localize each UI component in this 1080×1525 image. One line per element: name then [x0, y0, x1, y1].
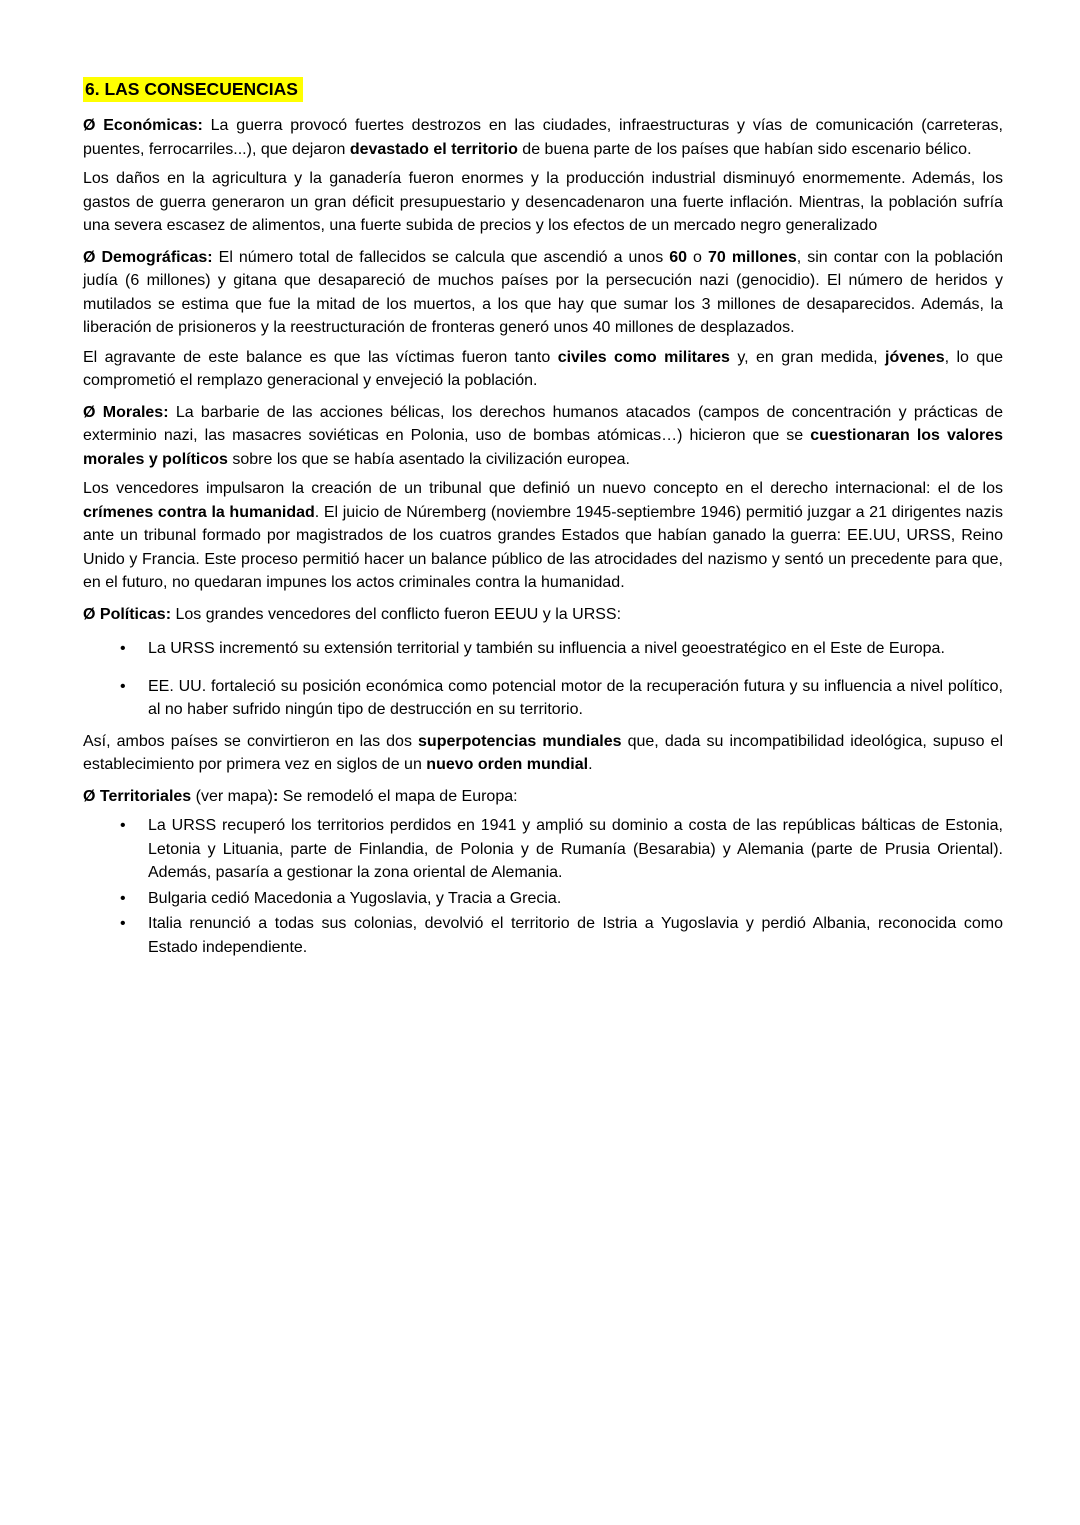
text-run-bold: superpotencias mundiales [418, 732, 622, 750]
text-run-bold: crímenes contra la humanidad [83, 503, 315, 521]
text-run-bold: cuestionaran los valores morales y políticos [83, 427, 1004, 468]
text-run-bold: civiles como militares [557, 348, 730, 366]
list-territoriales [83, 814, 1003, 959]
text-run: La URSS recuperó los territorios perdidos en 1941 y amplió su dominio a costa de las repúblicas bálticas de Estonia, Letonia y Lituania, parte de Finlandia, de Polonia y de Rumanía (Besarabia) y Alemania (parte de Prusia Oriental). Además, pasaría a gestionar la zona oriental de Alemania. [148, 817, 1003, 881]
section-heading [83, 77, 1003, 101]
bullet-italia [120, 912, 1003, 959]
text-run-bold: Ø Económicas: [83, 117, 203, 134]
text-run-bold: Ø Políticas: [83, 605, 172, 623]
bullet-icon: • [120, 677, 126, 695]
text-run-bold: Ø Morales: [83, 403, 169, 421]
text-run-bold: : [272, 787, 279, 805]
text-run-bold: 60 [669, 248, 688, 266]
text-run: sobre los que se había asentado la civilización europea. [227, 450, 630, 468]
text-run: El agravante de este balance es que las víctimas fueron tanto [83, 348, 558, 366]
section-heading-highlight: 6. LAS CONSECUENCIAS [83, 77, 303, 102]
text-run: EE. UU. fortaleció su posición económica como potencial motor de la recuperación futura y su influencia a nivel político, al no haber sufrido ningún tipo de destrucción en su territorio. [148, 677, 1003, 718]
text-run: y, en gran medida, [729, 348, 885, 366]
bullet-icon: • [120, 817, 126, 834]
text-run: Bulgaria cedió Macedonia a Yugoslavia, y Tracia a Grecia. [148, 889, 562, 907]
text-run-bold: jóvenes [885, 348, 945, 366]
para-politicas [83, 603, 1003, 627]
text-run: Los daños en la agricultura y la ganadería fueron enormes y la producción industrial disminuyó enormemente. Además, los gastos de guerra generaron un gran déficit presupuestario y desencadenaron una fuerte inflación. Mientras, la población sufría una severa escasez de alimentos, una fuerte subida de precios y los efectos de un mercado negro generalizado [83, 170, 1003, 234]
text-run: La barbarie de las acciones bélicas, los derechos humanos atacados (campos de concentración y prácticas de exterminio nazi, las masacres soviéticas en Polonia, uso de bombas atómicas…) hicieron que se [83, 403, 1004, 444]
text-run: Italia renunció a todas sus colonias, devolvió el territorio de Istria a Yugoslavia y perdió Albania, reconocida como Estado independiente. [148, 915, 1003, 956]
document-body [83, 114, 1003, 959]
text-run: Los grandes vencedores del conflicto fueron EEUU y la URSS: [171, 605, 622, 623]
para-demograficas [83, 246, 1003, 340]
text-run: La guerra provocó fuertes destrozos en las ciudades, infraestructuras y vías de comunicación (carreteras, puentes, ferrocarriles...), que dejaron [83, 117, 1003, 158]
para-danos [83, 167, 1003, 238]
text-run: Así, ambos países se convirtieron en las dos [83, 732, 419, 750]
text-run: Los vencedores impulsaron la creación de un tribunal que definió un nuevo concepto en el derecho internacional: el de los [83, 480, 1003, 497]
text-run: , lo que comprometió el remplazo generacional y envejeció la población. [83, 348, 1004, 389]
para-morales [83, 401, 1003, 472]
text-run-bold: nuevo orden mundial [426, 756, 589, 773]
text-run: de buena parte de los países que habían sido escenario bélico. [517, 140, 972, 158]
list-politicas [83, 637, 1003, 722]
bullet-bulgaria [120, 887, 1003, 911]
text-run: El número total de fallecidos se calcula que ascendió a unos [212, 248, 670, 266]
para-superpotencias [83, 730, 1003, 777]
text-run: , sin contar con la población judía (6 millones) y gitana que desapareció de muchos países por la persecución nazi (genocidio). El número de heridos y mutilados se estima que fue la mitad de los muertos, a los que hay que sumar los 3 millones de desaparecidos. Además, la liberación de prisioneros y la reestructuración de fronteras generó unos 40 millones de desplazados. [83, 248, 1003, 336]
bullet-icon: • [120, 889, 126, 907]
bullet-urss-territorios [120, 814, 1003, 885]
text-run: La URSS incrementó su extensión territorial y también su influencia a nivel geoestratégico en el Este de Europa. [148, 640, 945, 657]
bullet-icon: • [120, 915, 126, 932]
text-run-bold: devastado el territorio [349, 140, 518, 158]
text-run: . [588, 756, 593, 773]
text-run: (ver mapa) [191, 787, 273, 805]
text-run: o [687, 248, 708, 266]
text-run-bold: Ø Demográficas: [83, 248, 213, 266]
para-agravante [83, 346, 1003, 393]
text-run: Se remodeló el mapa de Europa: [278, 787, 518, 805]
text-run: . El juicio de Núremberg (noviembre 1945-septiembre 1946) permitió juzgar a 21 dirigentes nazis ante un tribunal formado por magistrados de los cuatros grandes Estados que habían ganado la guerra: EE.UU, URSS, Reino Unido y Francia. Este proceso permitió hacer un balance público de las atrocidades del nazismo y sentó un precedente para que, en el futuro, no quedaran impunes los actos criminales contra la humanidad. [83, 503, 1003, 591]
para-vencedores [83, 477, 1003, 595]
bullet-eeuu-posicion [120, 675, 1003, 722]
text-run-bold: 70 millones [708, 248, 797, 266]
text-run: que, dada su incompatibilidad ideológica, supuso el establecimiento por primera vez en siglos de un [83, 732, 1004, 773]
para-territoriales [83, 785, 1003, 809]
para-economicas [83, 114, 1003, 161]
text-run-bold: Ø Territoriales [83, 787, 192, 805]
bullet-urss-influencia [120, 637, 1003, 661]
bullet-icon: • [120, 640, 126, 657]
